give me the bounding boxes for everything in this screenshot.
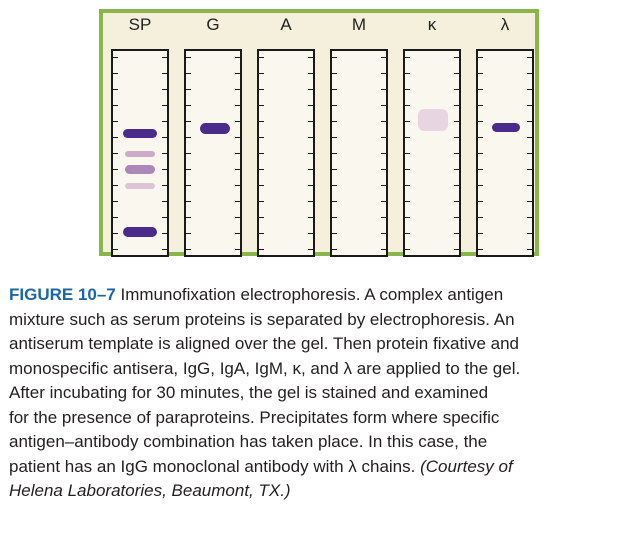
lane-tick — [330, 105, 337, 106]
lane-tick — [403, 73, 410, 74]
lane-tick — [476, 185, 483, 186]
lane-tick — [476, 121, 483, 122]
lane-tick — [184, 153, 191, 154]
lane-tick — [257, 137, 264, 138]
lane-tick — [403, 57, 410, 58]
lane-tick — [308, 57, 315, 58]
lane-tick — [330, 153, 337, 154]
lane-tick — [527, 105, 534, 106]
lane-tick — [330, 73, 337, 74]
lane-tick — [330, 89, 337, 90]
caption-line — [9, 455, 639, 480]
lane-tick — [162, 89, 169, 90]
lane-tick — [527, 249, 534, 250]
lane-tick — [111, 169, 118, 170]
lane-tick — [381, 153, 388, 154]
lane-tick — [111, 105, 118, 106]
lane-tick — [162, 73, 169, 74]
lane-tick — [454, 185, 461, 186]
lane-tick — [235, 57, 242, 58]
band-sp-beta — [125, 165, 155, 174]
lane-tick — [235, 73, 242, 74]
lane-tick — [184, 217, 191, 218]
lane-tick — [257, 89, 264, 90]
lane-tick — [330, 217, 337, 218]
lane-tick — [476, 73, 483, 74]
lane-tick — [257, 201, 264, 202]
lane-tick — [476, 169, 483, 170]
caption-line — [9, 283, 639, 308]
lane-tick — [235, 89, 242, 90]
lane-tick — [403, 217, 410, 218]
lane-tick — [184, 89, 191, 90]
lane-label-lambda: λ — [500, 15, 510, 34]
lane-tick — [527, 121, 534, 122]
lane-tick — [235, 153, 242, 154]
lane-tick — [184, 137, 191, 138]
lane-tick — [330, 233, 337, 234]
lane-tick — [330, 249, 337, 250]
lane-tick — [162, 137, 169, 138]
caption-text: patient has an IgG monoclonal antibody with λ chains. — [9, 456, 421, 476]
lane-tick — [184, 121, 191, 122]
lane-tick — [476, 105, 483, 106]
lane-tick — [330, 137, 337, 138]
lane-label-g: G — [206, 15, 220, 34]
caption-credit: (Courtesy of — [420, 456, 513, 476]
lane-tick — [184, 185, 191, 186]
lane-tick — [111, 201, 118, 202]
lane-tick — [454, 137, 461, 138]
lane-tick — [527, 89, 534, 90]
lane-tick — [403, 185, 410, 186]
lane-tick — [476, 249, 483, 250]
lane-tick — [381, 169, 388, 170]
lane-tick — [111, 73, 118, 74]
gel-lane-g — [184, 49, 242, 257]
lane-tick — [235, 201, 242, 202]
lane-tick — [257, 233, 264, 234]
gel-lane-m — [330, 49, 388, 257]
lane-tick — [308, 73, 315, 74]
lane-tick — [330, 121, 337, 122]
lane-tick — [184, 57, 191, 58]
figure-label: FIGURE 10–7 — [9, 285, 116, 304]
lane-tick — [162, 121, 169, 122]
lane-tick — [308, 169, 315, 170]
lane-tick — [476, 57, 483, 58]
lane-tick — [235, 217, 242, 218]
lane-tick — [527, 73, 534, 74]
lane-tick — [403, 233, 410, 234]
lane-tick — [308, 233, 315, 234]
caption-text: Immunofixation electrophoresis. A complex antigen — [115, 285, 504, 304]
gel-lane-sp — [111, 49, 169, 257]
band-lambda — [492, 123, 520, 132]
band-sp-albumin — [123, 129, 157, 138]
lane-tick — [454, 121, 461, 122]
lane-tick — [527, 153, 534, 154]
lane-tick — [184, 249, 191, 250]
lane-tick — [235, 249, 242, 250]
lane-tick — [330, 185, 337, 186]
lane-tick — [111, 185, 118, 186]
lane-tick — [403, 153, 410, 154]
lane-tick — [381, 217, 388, 218]
band-sp-beta2 — [125, 183, 155, 189]
lane-tick — [454, 249, 461, 250]
lane-tick — [184, 201, 191, 202]
lane-tick — [162, 105, 169, 106]
lane-tick — [235, 169, 242, 170]
lane-tick — [111, 217, 118, 218]
lane-tick — [308, 137, 315, 138]
lane-tick — [330, 169, 337, 170]
lane-tick — [476, 89, 483, 90]
lane-tick — [162, 153, 169, 154]
lane-tick — [454, 233, 461, 234]
lane-tick — [257, 249, 264, 250]
lane-tick — [330, 201, 337, 202]
lane-tick — [476, 153, 483, 154]
caption-credit: Helena Laboratories, Beaumont, TX.) — [9, 481, 291, 500]
lane-tick — [111, 121, 118, 122]
lane-tick — [381, 121, 388, 122]
lane-tick — [381, 73, 388, 74]
lane-tick — [257, 73, 264, 74]
lane-tick — [381, 233, 388, 234]
lane-tick — [454, 169, 461, 170]
lane-tick — [403, 249, 410, 250]
lane-label-sp: SP — [128, 15, 152, 34]
lane-tick — [257, 57, 264, 58]
gel-lane-lambda — [476, 49, 534, 257]
lane-tick — [454, 217, 461, 218]
lane-tick — [184, 233, 191, 234]
gel-lane-a — [257, 49, 315, 257]
lane-label-m: M — [351, 15, 367, 34]
lane-tick — [381, 185, 388, 186]
lane-tick — [454, 153, 461, 154]
lane-tick — [403, 89, 410, 90]
band-sp-gamma — [123, 227, 157, 237]
lane-label-kappa: κ — [427, 15, 437, 34]
lane-tick — [527, 233, 534, 234]
lane-tick — [162, 233, 169, 234]
lane-tick — [235, 233, 242, 234]
lane-tick — [527, 169, 534, 170]
lane-tick — [527, 57, 534, 58]
lane-tick — [308, 121, 315, 122]
lane-tick — [308, 105, 315, 106]
lane-tick — [381, 57, 388, 58]
caption-line: After incubating for 30 minutes, the gel is stained and examined — [9, 383, 489, 402]
band-sp-alpha — [125, 151, 155, 157]
lane-tick — [527, 201, 534, 202]
lane-tick — [381, 201, 388, 202]
lane-tick — [111, 89, 118, 90]
gel-lane-kappa — [403, 49, 461, 257]
lane-tick — [527, 185, 534, 186]
lane-tick — [184, 105, 191, 106]
caption-line: for the presence of paraproteins. Precipitates form where specific — [9, 407, 500, 427]
lane-tick — [162, 217, 169, 218]
lane-tick — [454, 73, 461, 74]
caption-line: antigen–antibody combination has taken place. In this case, the — [9, 432, 488, 451]
lane-tick — [111, 249, 118, 250]
lane-tick — [476, 137, 483, 138]
lane-tick — [308, 217, 315, 218]
lane-labels — [103, 15, 535, 39]
lane-tick — [184, 169, 191, 170]
lane-tick — [162, 185, 169, 186]
band-kappa-faint — [418, 109, 448, 131]
lane-tick — [257, 217, 264, 218]
lane-tick — [257, 153, 264, 154]
lane-tick — [403, 121, 410, 122]
lane-tick — [184, 73, 191, 74]
lane-tick — [527, 137, 534, 138]
lane-tick — [381, 137, 388, 138]
lane-tick — [476, 201, 483, 202]
lane-tick — [308, 249, 315, 250]
lane-tick — [330, 57, 337, 58]
band-igg — [200, 123, 230, 134]
lane-tick — [257, 185, 264, 186]
lane-label-a: A — [280, 15, 292, 34]
lane-tick — [162, 169, 169, 170]
lane-tick — [111, 153, 118, 154]
lane-tick — [381, 105, 388, 106]
lane-tick — [308, 89, 315, 90]
lane-tick — [162, 201, 169, 202]
caption-line: monospecific antisera, IgG, IgA, IgM, κ, and λ are applied to the gel. — [9, 358, 521, 378]
lane-tick — [454, 57, 461, 58]
caption-line: antiserum template is aligned over the gel. Then protein fixative and — [9, 334, 519, 353]
lane-tick — [111, 137, 118, 138]
gel-figure — [99, 9, 539, 256]
lane-tick — [235, 137, 242, 138]
lane-tick — [403, 169, 410, 170]
lane-tick — [235, 105, 242, 106]
lane-tick — [476, 233, 483, 234]
lane-tick — [308, 201, 315, 202]
lane-tick — [381, 249, 388, 250]
lane-tick — [476, 217, 483, 218]
caption-line: mixture such as serum proteins is separated by electrophoresis. An — [9, 309, 515, 329]
lane-tick — [162, 57, 169, 58]
lane-tick — [403, 201, 410, 202]
lane-tick — [308, 185, 315, 186]
lane-tick — [403, 137, 410, 138]
lane-tick — [257, 121, 264, 122]
lane-tick — [111, 57, 118, 58]
lane-tick — [454, 201, 461, 202]
lane-tick — [257, 105, 264, 106]
lane-tick — [111, 233, 118, 234]
lane-tick — [257, 169, 264, 170]
lane-tick — [235, 185, 242, 186]
lane-tick — [403, 105, 410, 106]
lane-tick — [527, 217, 534, 218]
lane-tick — [454, 89, 461, 90]
lane-tick — [381, 89, 388, 90]
lane-tick — [454, 105, 461, 106]
lane-tick — [162, 249, 169, 250]
figure-caption — [9, 283, 639, 504]
lane-tick — [235, 121, 242, 122]
lane-tick — [308, 153, 315, 154]
